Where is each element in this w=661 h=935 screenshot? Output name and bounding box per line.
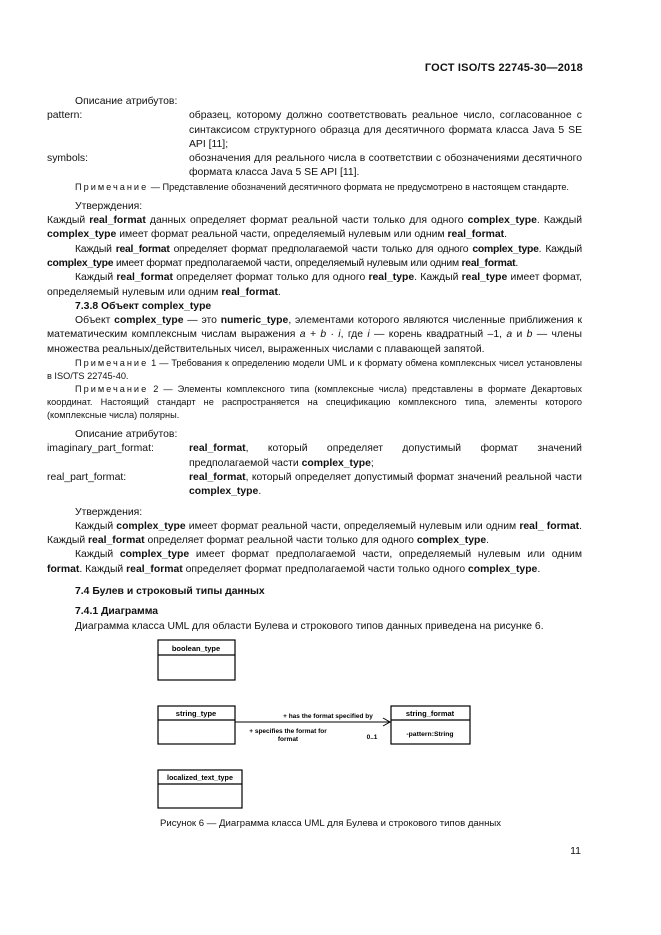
association-label-bottom: + specifies the format for	[249, 728, 327, 735]
assertion-paragraph: Каждый real_format данных определяет формат реальной части только для одного complex_type. Каждый complex_type имеет формат реальной части, определяемый нулевым или одним real_format.	[47, 215, 582, 241]
assertion-paragraph: Каждый complex_type имеет формат предполагаемой части, определяемый нулевым или одним format. Каждый real_format определяет формат предполагаемой части только одного complex_type.	[47, 549, 582, 575]
class-attribute: -pattern:String	[406, 731, 454, 738]
note-3: Примечание 2 — Элементы комплексного типа (комплексные числа) представлены в формате Декартовых координат. Настоящий стандарт не распространяется на спецификацию комплексного типа, элементы которого (комплексные числа) полярны.	[47, 384, 582, 421]
attribute-desc: real_format, который определяет допустимый формат значений реальной части complex_type.	[189, 471, 582, 498]
class-localized-text-type	[158, 770, 242, 808]
uml-diagram	[0, 630, 661, 810]
section-paragraph: Объект complex_type — это numeric_type, элементами которого являются численные приближения к математическим комплексным числам выражения a + b · i, где i — корень квадратный –1, a и b — члены множества реальных/действительных чисел, выраженных числами с плавающей запятой.	[47, 315, 582, 355]
page-number: 11	[570, 845, 581, 857]
attributes-title: Описание атрибутов:	[75, 96, 178, 107]
assertions-title: Утверждения:	[75, 506, 143, 518]
document-id: ГОСТ ISO/TS 22745-30—2018	[424, 62, 583, 74]
attribute-term: imaginary_part_format:	[47, 443, 154, 455]
attributes-title: Описание атрибутов:	[75, 429, 178, 441]
attributes-list	[47, 109, 582, 180]
attribute-desc: образец, которому должно соответствовать реальное число, согласованное с синтаксисом структурного образца для десятичного формата класса Java 5 SE API [11];	[189, 110, 582, 150]
attribute-term: symbols:	[47, 153, 88, 165]
class-name: string_format	[405, 709, 455, 718]
class-name: boolean_type	[171, 644, 221, 653]
class-name: string_type	[175, 709, 217, 718]
association-label-bottom-2: format	[277, 736, 299, 743]
attribute-desc: real_format, который определяет допустимый формат значений предполагаемой части complex_type;	[189, 443, 582, 469]
association-label-top: + has the format specified by	[283, 713, 373, 720]
class-name: localized_text_type	[167, 773, 233, 782]
attribute-desc: обозначения для реального числа в соответствии с обозначениями десятичного формата класса Java 5 SE API [11].	[189, 153, 582, 179]
section-heading-7-4: 7.4 Булев и строковый типы данных	[75, 586, 265, 598]
assertion-paragraph: Каждый real_format определяет формат только для одного real_type. Каждый real_type имеет формат, определяемый нулевым или одним real_format.	[47, 272, 582, 298]
class-string-format	[391, 706, 470, 744]
note-2: Примечание 1 — Требования к определению модели UML и к формату обмена комплексных чисел установлены в ISO/TS 22745-40.	[47, 358, 582, 382]
attribute-term: real_part_format:	[47, 471, 127, 483]
assertion-paragraph: Каждый real_format определяет формат предполагаемой части только для одного complex_type. Каждый complex_type имеет формат предполагаемой части, определяемый нулевым или одним real_format.	[47, 243, 582, 269]
note-1: Примечание — Представление обозначений десятичного формата не предусмотрено в настоящем стандарте.	[75, 181, 569, 192]
uml-diagram-svg	[0, 630, 661, 810]
class-string-type	[158, 706, 235, 744]
figure-caption: Рисунок 6 — Диаграмма класса UML для Булева и строкового типов данных	[159, 818, 502, 829]
attributes-list	[47, 442, 582, 499]
assertions-title: Утверждения:	[75, 200, 143, 212]
attribute-term: pattern:	[47, 110, 83, 122]
assertion-paragraph: Каждый complex_type имеет формат реальной части, определяемый нулевым или одним real_ format. Каждый real_format определяет формат реальной части только для одного complex_type.	[47, 520, 582, 547]
main-content	[47, 95, 582, 634]
section-heading-7-3-8: 7.3.8 Объект complex_type	[75, 300, 212, 312]
section-heading-7-4-1: 7.4.1 Диаграмма	[75, 606, 159, 618]
class-boolean-type	[158, 640, 235, 680]
section-paragraph: Диаграмма класса UML для области Булева и строкового типов данных приведена на рисунке 6.	[75, 620, 544, 632]
multiplicity-label: 0..1	[366, 734, 378, 741]
